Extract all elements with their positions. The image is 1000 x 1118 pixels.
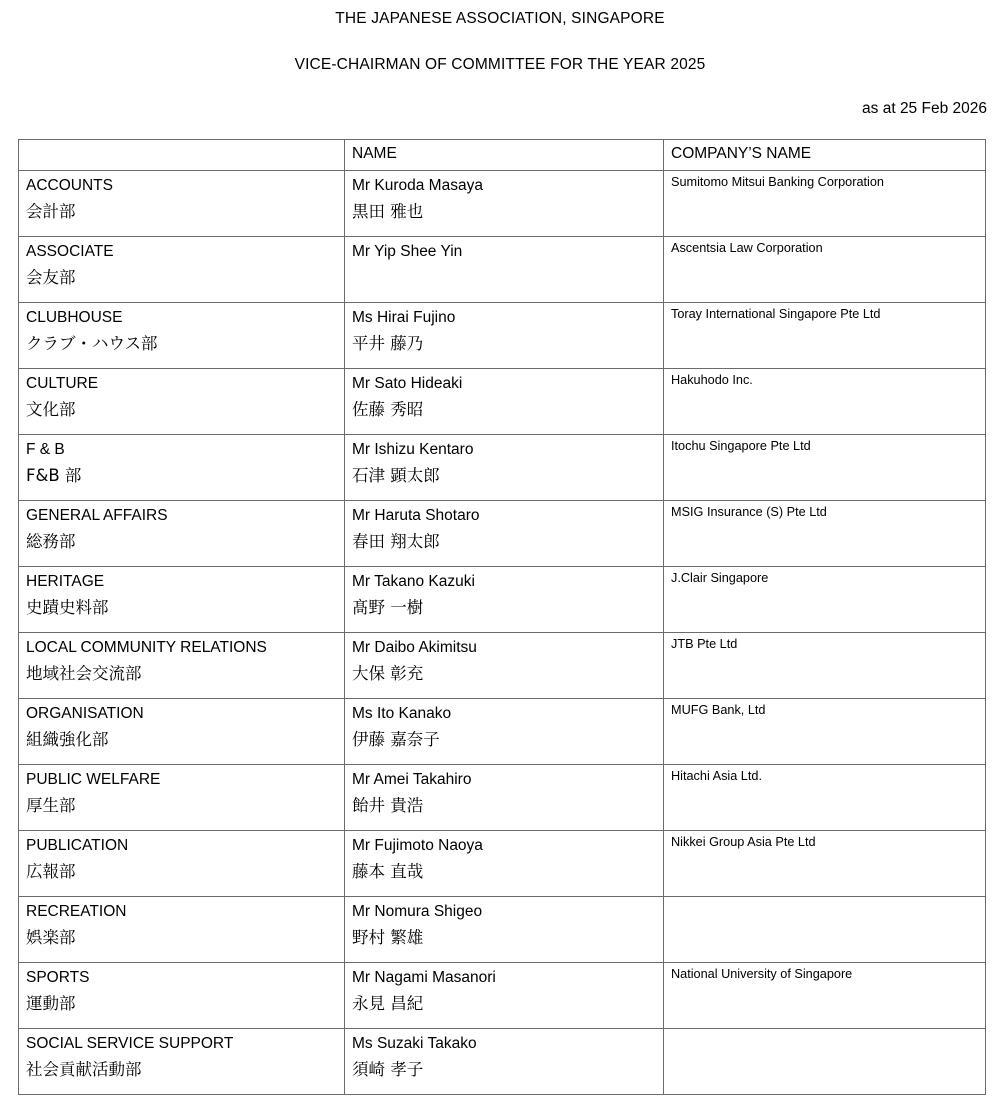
department-name-jp: 文化部 (26, 400, 76, 419)
department-name-en: ACCOUNTS (26, 177, 113, 194)
table-row (19, 633, 986, 699)
department-name-en: PUBLICATION (26, 837, 129, 854)
department-name-jp: 史蹟史料部 (26, 598, 109, 617)
department-cell (19, 699, 345, 765)
table-header-row (19, 140, 986, 171)
department-cell (19, 963, 345, 1029)
company-name: Hitachi Asia Ltd. (671, 769, 762, 783)
person-name-jp: 須崎 孝子 (352, 1060, 424, 1079)
person-name-en: Mr Daibo Akimitsu (352, 639, 477, 656)
department-name-jp: 会友部 (26, 268, 76, 287)
company-cell (664, 963, 986, 1029)
column-header-company-label: COMPANY’S NAME (671, 145, 812, 162)
person-name-en: Ms Hirai Fujino (352, 309, 456, 326)
person-name-en: Mr Takano Kazuki (352, 573, 475, 590)
department-cell (19, 237, 345, 303)
company-cell (664, 369, 986, 435)
person-name-jp: 永見 昌紀 (352, 994, 424, 1013)
department-name-jp: 社会貢献活動部 (26, 1060, 142, 1079)
company-cell (664, 567, 986, 633)
department-name-jp: 娯楽部 (26, 928, 76, 947)
person-name-en: Mr Sato Hideaki (352, 375, 463, 392)
department-name-en: LOCAL COMMUNITY RELATIONS (26, 639, 267, 656)
department-name-jp: 会計部 (26, 202, 76, 221)
company-cell (664, 831, 986, 897)
table-row (19, 831, 986, 897)
department-name-jp: クラブ・ハウス部 (26, 334, 158, 353)
person-name-cell (345, 831, 664, 897)
company-name: Hakuhodo Inc. (671, 373, 753, 387)
table-row (19, 897, 986, 963)
committee-table (18, 139, 986, 1095)
person-name-cell (345, 237, 664, 303)
person-name-en: Mr Ishizu Kentaro (352, 441, 474, 458)
person-name-cell (345, 897, 664, 963)
department-cell (19, 501, 345, 567)
company-name: JTB Pte Ltd (671, 637, 738, 651)
table-row (19, 963, 986, 1029)
department-name-jp: F&B 部 (26, 466, 82, 485)
person-name-en: Ms Suzaki Takako (352, 1035, 477, 1052)
department-name-jp: 広報部 (26, 862, 76, 881)
company-name: J.Clair Singapore (671, 571, 769, 585)
department-name-jp: 厚生部 (26, 796, 76, 815)
department-cell (19, 831, 345, 897)
person-name-en: Mr Fujimoto Naoya (352, 837, 483, 854)
person-name-cell (345, 699, 664, 765)
table-row (19, 369, 986, 435)
person-name-jp: 石津 顕太郎 (352, 466, 440, 485)
company-name: Ascentsia Law Corporation (671, 241, 823, 255)
committee-table-wrapper (18, 139, 985, 1095)
department-name-en: GENERAL AFFAIRS (26, 507, 168, 524)
table-row (19, 435, 986, 501)
person-name-cell (345, 171, 664, 237)
table-row (19, 699, 986, 765)
department-cell (19, 765, 345, 831)
table-row (19, 171, 986, 237)
company-cell (664, 501, 986, 567)
person-name-cell (345, 369, 664, 435)
person-name-jp: 飴井 貴浩 (352, 796, 424, 815)
table-header (19, 140, 986, 171)
person-name-cell (345, 435, 664, 501)
department-name-jp: 地域社会交流部 (26, 664, 142, 683)
company-cell (664, 303, 986, 369)
column-header-name (345, 140, 664, 171)
table-row (19, 1029, 986, 1095)
company-cell (664, 897, 986, 963)
department-name-en: PUBLIC WELFARE (26, 771, 161, 788)
person-name-jp: 野村 繁雄 (352, 928, 424, 947)
company-cell (664, 237, 986, 303)
company-name: MSIG Insurance (S) Pte Ltd (671, 505, 827, 519)
column-header-company (664, 140, 986, 171)
company-name: MUFG Bank, Ltd (671, 703, 766, 717)
department-name-en: HERITAGE (26, 573, 105, 590)
person-name-en: Mr Kuroda Masaya (352, 177, 483, 194)
table-row (19, 303, 986, 369)
company-name: Toray International Singapore Pte Ltd (671, 307, 881, 321)
person-name-en: Mr Haruta Shotaro (352, 507, 480, 524)
company-cell (664, 1029, 986, 1095)
department-name-en: CULTURE (26, 375, 99, 392)
department-name-en: ASSOCIATE (26, 243, 114, 260)
table-row (19, 765, 986, 831)
person-name-en: Mr Amei Takahiro (352, 771, 472, 788)
column-header-department (19, 140, 345, 171)
person-name-en: Ms Ito Kanako (352, 705, 452, 722)
company-cell (664, 765, 986, 831)
person-name-jp: 大保 彰充 (352, 664, 424, 683)
person-name-cell (345, 501, 664, 567)
department-name-en: CLUBHOUSE (26, 309, 123, 326)
department-cell (19, 303, 345, 369)
person-name-jp: 平井 藤乃 (352, 334, 424, 353)
department-name-jp: 総務部 (26, 532, 76, 551)
person-name-cell (345, 765, 664, 831)
company-cell (664, 435, 986, 501)
person-name-cell (345, 303, 664, 369)
person-name-jp: 黒田 雅也 (352, 202, 424, 221)
company-cell (664, 171, 986, 237)
column-header-name-label: NAME (352, 145, 397, 162)
person-name-jp: 藤本 直哉 (352, 862, 424, 881)
company-name: National University of Singapore (671, 967, 853, 981)
company-name: Nikkei Group Asia Pte Ltd (671, 835, 816, 849)
person-name-jp: 髙野 一樹 (352, 598, 424, 617)
person-name-cell (345, 633, 664, 699)
department-cell (19, 369, 345, 435)
committee-role-title: VICE-CHAIRMAN OF COMMITTEE FOR THE YEAR 2025 (294, 56, 706, 73)
department-name-jp: 運動部 (26, 994, 76, 1013)
person-name-jp: 佐藤 秀昭 (352, 400, 424, 419)
company-name: Sumitomo Mitsui Banking Corporation (671, 175, 884, 189)
table-row (19, 501, 986, 567)
company-cell (664, 699, 986, 765)
company-cell (664, 633, 986, 699)
department-name-en: SPORTS (26, 969, 90, 986)
department-cell (19, 633, 345, 699)
department-name-jp: 組織強化部 (26, 730, 109, 749)
organisation-title: THE JAPANESE ASSOCIATION, SINGAPORE (335, 10, 665, 27)
company-name: Itochu Singapore Pte Ltd (671, 439, 811, 453)
person-name-jp: 春田 翔太郎 (352, 532, 440, 551)
person-name-jp: 伊藤 嘉奈子 (352, 730, 440, 749)
department-name-en: RECREATION (26, 903, 127, 920)
department-cell (19, 897, 345, 963)
table-body (19, 171, 986, 1095)
person-name-en: Mr Nagami Masanori (352, 969, 496, 986)
person-name-cell (345, 963, 664, 1029)
table-row (19, 237, 986, 303)
department-cell (19, 567, 345, 633)
department-cell (19, 1029, 345, 1095)
department-name-en: F & B (26, 441, 65, 458)
person-name-en: Mr Nomura Shigeo (352, 903, 483, 920)
person-name-cell (345, 567, 664, 633)
as-at-date: as at 25 Feb 2026 (862, 100, 987, 117)
department-cell (19, 171, 345, 237)
department-cell (19, 435, 345, 501)
department-name-en: SOCIAL SERVICE SUPPORT (26, 1035, 234, 1052)
table-row (19, 567, 986, 633)
person-name-cell (345, 1029, 664, 1095)
person-name-en: Mr Yip Shee Yin (352, 243, 463, 260)
department-name-en: ORGANISATION (26, 705, 144, 722)
